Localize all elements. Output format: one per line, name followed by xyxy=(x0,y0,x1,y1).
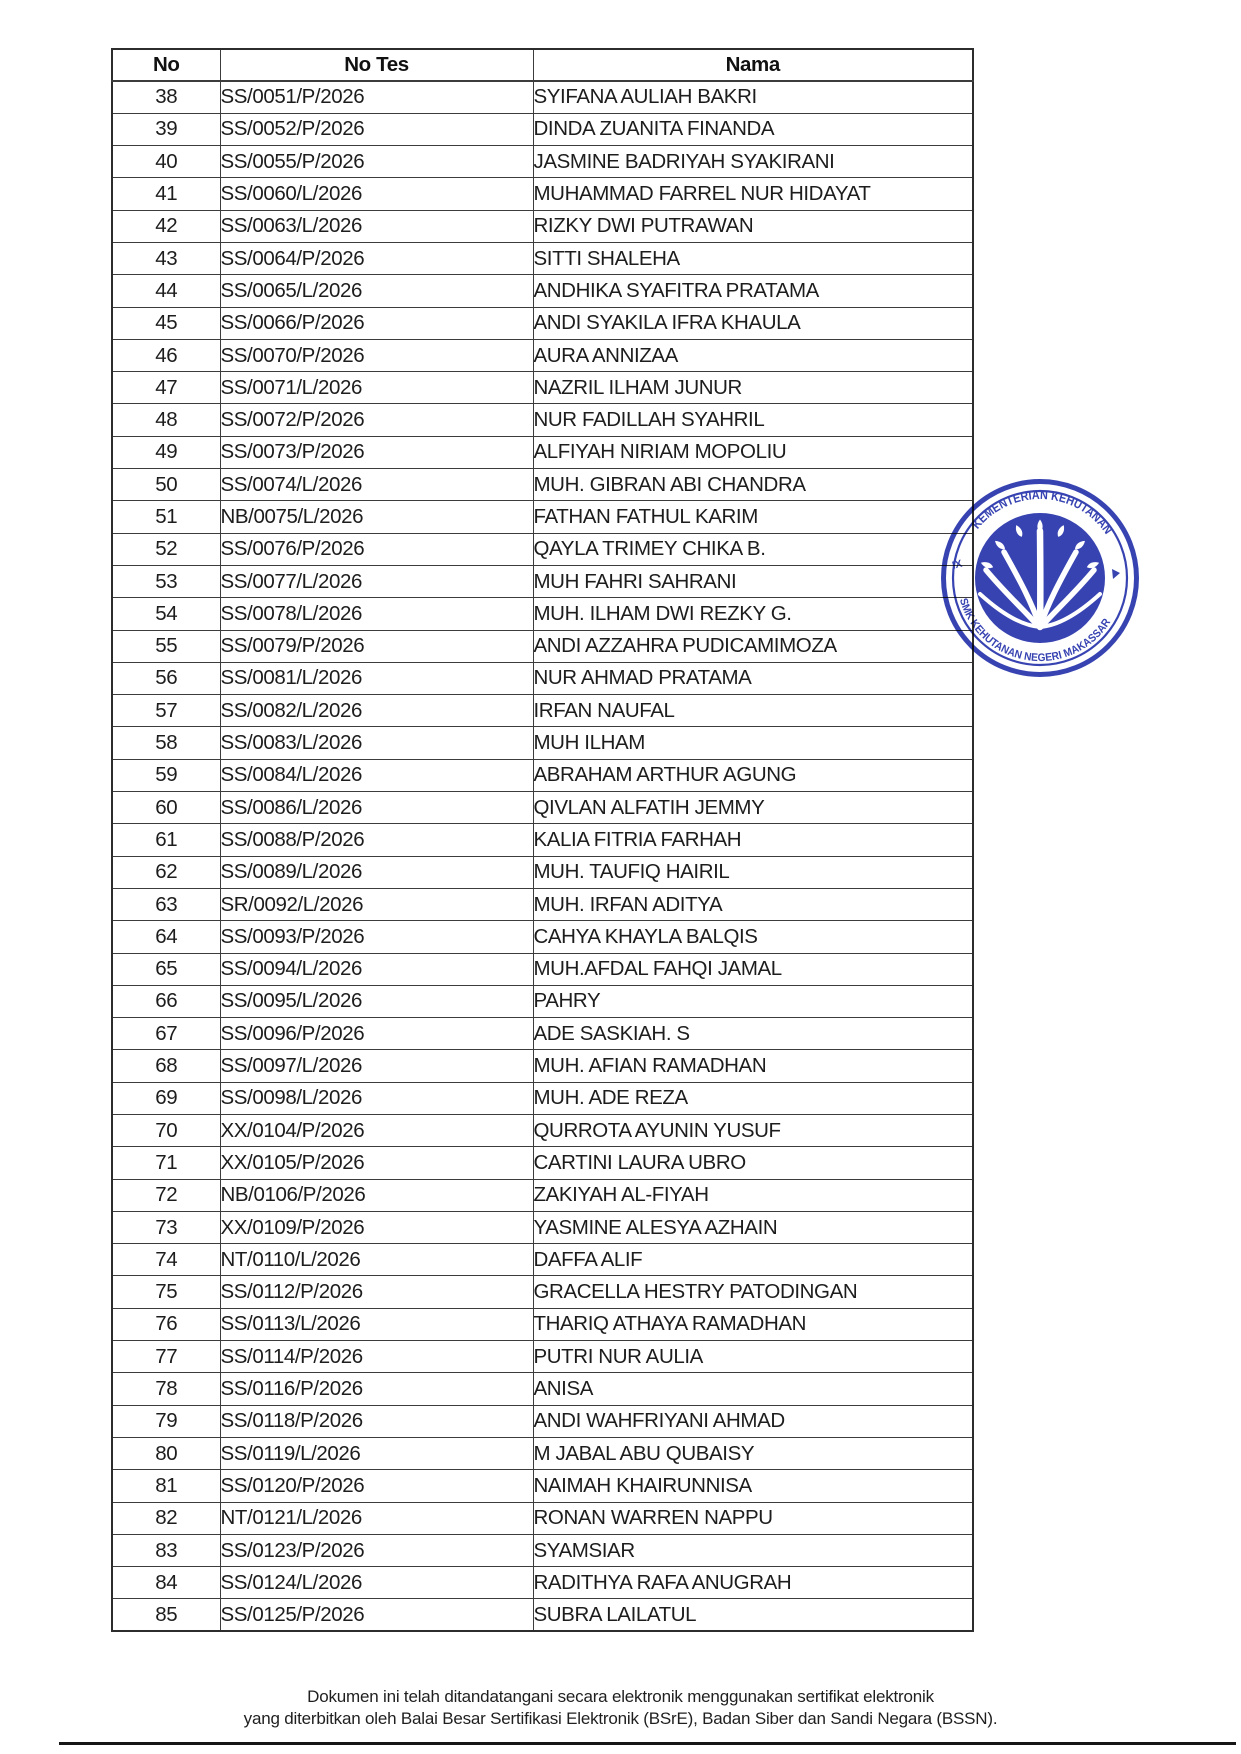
row-number: 82 xyxy=(112,1502,220,1534)
test-number: SS/0078/L/2026 xyxy=(220,598,533,630)
table-row xyxy=(112,1179,973,1211)
participant-name: QURROTA AYUNIN YUSUF xyxy=(533,1115,973,1147)
row-number: 70 xyxy=(112,1115,220,1147)
row-number: 78 xyxy=(112,1373,220,1405)
table-row xyxy=(112,275,973,307)
participant-name: MUH. AFIAN RAMADHAN xyxy=(533,1050,973,1082)
table-row xyxy=(112,1082,973,1114)
table-row xyxy=(112,1470,973,1502)
row-number: 62 xyxy=(112,856,220,888)
table-row xyxy=(112,921,973,953)
row-number: 50 xyxy=(112,469,220,501)
participant-name: ALFIYAH NIRIAM MOPOLIU xyxy=(533,436,973,468)
test-number: SS/0052/P/2026 xyxy=(220,113,533,145)
row-number: 77 xyxy=(112,1341,220,1373)
table-body xyxy=(112,81,973,1631)
test-number: NB/0106/P/2026 xyxy=(220,1179,533,1211)
test-number: SS/0114/P/2026 xyxy=(220,1341,533,1373)
table-row xyxy=(112,404,973,436)
participant-name: CAHYA KHAYLA BALQIS xyxy=(533,921,973,953)
table-row xyxy=(112,372,973,404)
row-number: 51 xyxy=(112,501,220,533)
participant-name: QIVLAN ALFATIH JEMMY xyxy=(533,792,973,824)
test-number: XX/0104/P/2026 xyxy=(220,1115,533,1147)
stamp-left-mark: IX xyxy=(950,557,964,572)
table-row xyxy=(112,888,973,920)
participant-name: RIZKY DWI PUTRAWAN xyxy=(533,210,973,242)
participant-name: NAIMAH KHAIRUNNISA xyxy=(533,1470,973,1502)
participant-name: NUR FADILLAH SYAHRIL xyxy=(533,404,973,436)
row-number: 85 xyxy=(112,1599,220,1631)
participant-name: IRFAN NAUFAL xyxy=(533,695,973,727)
table-row xyxy=(112,1211,973,1243)
row-number: 57 xyxy=(112,695,220,727)
participant-name: SYAMSIAR xyxy=(533,1534,973,1566)
test-number: SS/0082/L/2026 xyxy=(220,695,533,727)
test-number: SS/0076/P/2026 xyxy=(220,533,533,565)
test-number: NT/0110/L/2026 xyxy=(220,1244,533,1276)
test-number: SS/0096/P/2026 xyxy=(220,1018,533,1050)
participant-name: MUH FAHRI SAHRANI xyxy=(533,565,973,597)
participant-name: M JABAL ABU QUBAISY xyxy=(533,1437,973,1469)
participant-name: ADE SASKIAH. S xyxy=(533,1018,973,1050)
row-number: 48 xyxy=(112,404,220,436)
participant-name: ANDI WAHFRIYANI AHMAD xyxy=(533,1405,973,1437)
row-number: 41 xyxy=(112,178,220,210)
table-row xyxy=(112,565,973,597)
test-number: SS/0083/L/2026 xyxy=(220,727,533,759)
participant-name: SUBRA LAILATUL xyxy=(533,1599,973,1631)
test-number: SR/0092/L/2026 xyxy=(220,888,533,920)
test-number: SS/0118/P/2026 xyxy=(220,1405,533,1437)
test-number: SS/0064/P/2026 xyxy=(220,242,533,274)
row-number: 64 xyxy=(112,921,220,953)
row-number: 68 xyxy=(112,1050,220,1082)
row-number: 58 xyxy=(112,727,220,759)
test-number: SS/0066/P/2026 xyxy=(220,307,533,339)
table-row xyxy=(112,662,973,694)
table-row xyxy=(112,759,973,791)
row-number: 81 xyxy=(112,1470,220,1502)
row-number: 74 xyxy=(112,1244,220,1276)
participant-name: SITTI SHALEHA xyxy=(533,242,973,274)
participant-name: DAFFA ALIF xyxy=(533,1244,973,1276)
test-number: SS/0095/L/2026 xyxy=(220,985,533,1017)
disclaimer-line-2: yang diterbitkan oleh Balai Besar Sertifikasi Elektronik (BSrE), Badan Siber dan Sandi Negara (BSSN). xyxy=(243,1709,998,1728)
participant-name: THARIQ ATHAYA RAMADHAN xyxy=(533,1308,973,1340)
table-row xyxy=(112,146,973,178)
tree-emblem-icon xyxy=(975,513,1105,643)
row-number: 56 xyxy=(112,662,220,694)
row-number: 83 xyxy=(112,1534,220,1566)
table-row xyxy=(112,501,973,533)
table-row xyxy=(112,695,973,727)
test-number: SS/0060/L/2026 xyxy=(220,178,533,210)
row-number: 47 xyxy=(112,372,220,404)
participant-name: MUH. ILHAM DWI REZKY G. xyxy=(533,598,973,630)
table-row xyxy=(112,727,973,759)
header-no: No xyxy=(112,49,220,81)
row-number: 46 xyxy=(112,339,220,371)
test-number: SS/0125/P/2026 xyxy=(220,1599,533,1631)
row-number: 38 xyxy=(112,81,220,113)
participant-name: SYIFANA AULIAH BAKRI xyxy=(533,81,973,113)
test-number: SS/0098/L/2026 xyxy=(220,1082,533,1114)
row-number: 49 xyxy=(112,436,220,468)
table-row xyxy=(112,533,973,565)
participant-name: QAYLA TRIMEY CHIKA B. xyxy=(533,533,973,565)
test-number: SS/0073/P/2026 xyxy=(220,436,533,468)
table-row xyxy=(112,469,973,501)
test-number: SS/0089/L/2026 xyxy=(220,856,533,888)
test-number: XX/0105/P/2026 xyxy=(220,1147,533,1179)
participant-name: DINDA ZUANITA FINANDA xyxy=(533,113,973,145)
table-row xyxy=(112,1567,973,1599)
test-number: XX/0109/P/2026 xyxy=(220,1211,533,1243)
table-row xyxy=(112,1502,973,1534)
test-number: SS/0124/L/2026 xyxy=(220,1567,533,1599)
table-row xyxy=(112,1147,973,1179)
test-number: NB/0075/L/2026 xyxy=(220,501,533,533)
signature-disclaimer xyxy=(0,1686,1241,1730)
row-number: 73 xyxy=(112,1211,220,1243)
table-row xyxy=(112,598,973,630)
table-row xyxy=(112,1599,973,1631)
row-number: 55 xyxy=(112,630,220,662)
test-number: SS/0051/P/2026 xyxy=(220,81,533,113)
table-row xyxy=(112,1018,973,1050)
participant-name: ABRAHAM ARTHUR AGUNG xyxy=(533,759,973,791)
table-row xyxy=(112,1373,973,1405)
test-number: NT/0121/L/2026 xyxy=(220,1502,533,1534)
test-number: SS/0094/L/2026 xyxy=(220,953,533,985)
participant-name: MUH. IRFAN ADITYA xyxy=(533,888,973,920)
participant-name: RONAN WARREN NAPPU xyxy=(533,1502,973,1534)
participants-table xyxy=(111,48,974,1632)
row-number: 60 xyxy=(112,792,220,824)
test-number: SS/0120/P/2026 xyxy=(220,1470,533,1502)
ministry-stamp xyxy=(940,478,1140,678)
table-row xyxy=(112,856,973,888)
row-number: 75 xyxy=(112,1276,220,1308)
row-number: 63 xyxy=(112,888,220,920)
stamp-bottom-text: SMK KEHUTANAN NEGERI MAKASSAR xyxy=(956,596,1114,665)
table-row xyxy=(112,113,973,145)
row-number: 76 xyxy=(112,1308,220,1340)
table-row xyxy=(112,307,973,339)
test-number: SS/0116/P/2026 xyxy=(220,1373,533,1405)
table-row xyxy=(112,1115,973,1147)
disclaimer-line-1: Dokumen ini telah ditandatangani secara elektronik menggunakan sertifikat elektronik xyxy=(307,1687,934,1706)
table-row xyxy=(112,1534,973,1566)
table-row xyxy=(112,985,973,1017)
table-row xyxy=(112,178,973,210)
test-number: SS/0063/L/2026 xyxy=(220,210,533,242)
row-number: 80 xyxy=(112,1437,220,1469)
test-number: SS/0119/L/2026 xyxy=(220,1437,533,1469)
table-row xyxy=(112,953,973,985)
participant-name: FATHAN FATHUL KARIM xyxy=(533,501,973,533)
row-number: 84 xyxy=(112,1567,220,1599)
participant-name: MUH. TAUFIQ HAIRIL xyxy=(533,856,973,888)
test-number: SS/0072/P/2026 xyxy=(220,404,533,436)
row-number: 72 xyxy=(112,1179,220,1211)
test-number: SS/0065/L/2026 xyxy=(220,275,533,307)
row-number: 59 xyxy=(112,759,220,791)
participant-name: MUH. GIBRAN ABI CHANDRA xyxy=(533,469,973,501)
row-number: 53 xyxy=(112,565,220,597)
table-row xyxy=(112,81,973,113)
row-number: 67 xyxy=(112,1018,220,1050)
stamp-top-text: KEMENTERIAN KEHUTANAN xyxy=(969,487,1116,538)
participant-name: GRACELLA HESTRY PATODINGAN xyxy=(533,1276,973,1308)
participant-name: PAHRY xyxy=(533,985,973,1017)
table-row xyxy=(112,1276,973,1308)
bottom-divider xyxy=(59,1742,1236,1745)
participant-name: MUHAMMAD FARREL NUR HIDAYAT xyxy=(533,178,973,210)
test-number: SS/0113/L/2026 xyxy=(220,1308,533,1340)
row-number: 45 xyxy=(112,307,220,339)
row-number: 61 xyxy=(112,824,220,856)
table-row xyxy=(112,824,973,856)
test-number: SS/0112/P/2026 xyxy=(220,1276,533,1308)
table-row xyxy=(112,210,973,242)
test-number: SS/0074/L/2026 xyxy=(220,469,533,501)
table-header-row xyxy=(112,49,973,81)
row-number: 40 xyxy=(112,146,220,178)
participant-name: ANISA xyxy=(533,1373,973,1405)
header-nama: Nama xyxy=(533,49,973,81)
table-row xyxy=(112,1341,973,1373)
table-row xyxy=(112,1050,973,1082)
row-number: 54 xyxy=(112,598,220,630)
table-row xyxy=(112,630,973,662)
row-number: 79 xyxy=(112,1405,220,1437)
row-number: 43 xyxy=(112,242,220,274)
test-number: SS/0079/P/2026 xyxy=(220,630,533,662)
table-row xyxy=(112,1437,973,1469)
participant-name: MUH ILHAM xyxy=(533,727,973,759)
table-row xyxy=(112,1405,973,1437)
table-row xyxy=(112,242,973,274)
row-number: 42 xyxy=(112,210,220,242)
participant-name: YASMINE ALESYA AZHAIN xyxy=(533,1211,973,1243)
table-row xyxy=(112,339,973,371)
participant-name: CARTINI LAURA UBRO xyxy=(533,1147,973,1179)
table-row xyxy=(112,436,973,468)
row-number: 39 xyxy=(112,113,220,145)
table-row xyxy=(112,792,973,824)
test-number: SS/0071/L/2026 xyxy=(220,372,533,404)
test-number: SS/0077/L/2026 xyxy=(220,565,533,597)
header-no-tes: No Tes xyxy=(220,49,533,81)
row-number: 44 xyxy=(112,275,220,307)
participant-name: PUTRI NUR AULIA xyxy=(533,1341,973,1373)
row-number: 52 xyxy=(112,533,220,565)
participant-name: KALIA FITRIA FARHAH xyxy=(533,824,973,856)
test-number: SS/0097/L/2026 xyxy=(220,1050,533,1082)
participant-name: NUR AHMAD PRATAMA xyxy=(533,662,973,694)
participant-name: ANDI AZZAHRA PUDICAMIMOZA xyxy=(533,630,973,662)
participant-name: RADITHYA RAFA ANUGRAH xyxy=(533,1567,973,1599)
participant-name: JASMINE BADRIYAH SYAKIRANI xyxy=(533,146,973,178)
test-number: SS/0070/P/2026 xyxy=(220,339,533,371)
participant-name: AURA ANNIZAA xyxy=(533,339,973,371)
test-number: SS/0123/P/2026 xyxy=(220,1534,533,1566)
test-number: SS/0081/L/2026 xyxy=(220,662,533,694)
row-number: 66 xyxy=(112,985,220,1017)
row-number: 69 xyxy=(112,1082,220,1114)
table-row xyxy=(112,1308,973,1340)
participant-name: ZAKIYAH AL-FIYAH xyxy=(533,1179,973,1211)
participant-name: MUH.AFDAL FAHQI JAMAL xyxy=(533,953,973,985)
table-row xyxy=(112,1244,973,1276)
participant-name: ANDI SYAKILA IFRA KHAULA xyxy=(533,307,973,339)
row-number: 71 xyxy=(112,1147,220,1179)
test-number: SS/0093/P/2026 xyxy=(220,921,533,953)
test-number: SS/0055/P/2026 xyxy=(220,146,533,178)
test-number: SS/0088/P/2026 xyxy=(220,824,533,856)
participant-name: MUH. ADE REZA xyxy=(533,1082,973,1114)
test-number: SS/0086/L/2026 xyxy=(220,792,533,824)
participant-name: NAZRIL ILHAM JUNUR xyxy=(533,372,973,404)
test-number: SS/0084/L/2026 xyxy=(220,759,533,791)
row-number: 65 xyxy=(112,953,220,985)
participant-name: ANDHIKA SYAFITRA PRATAMA xyxy=(533,275,973,307)
stamp-right-mark-icon xyxy=(1112,569,1120,579)
